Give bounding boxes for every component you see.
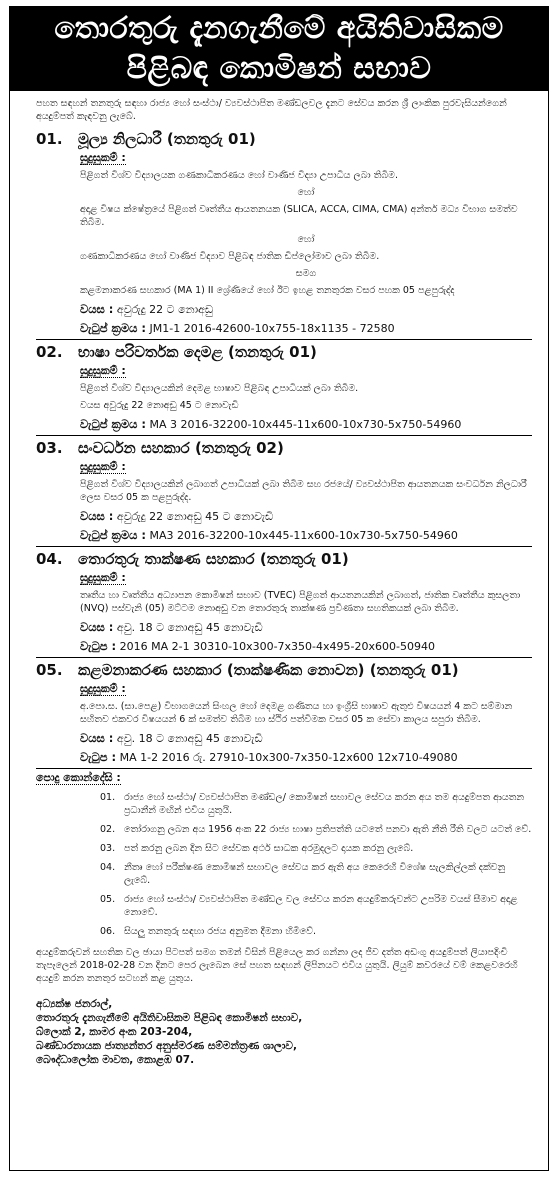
post-name: සංවර්ධන සහකාර (තනතුරු 02)	[78, 439, 284, 457]
salary-value: MA3 2016-32200-10x445-11x600-10x730-5x750-54960	[149, 529, 458, 542]
salary-label: වැටුප් ක්‍රමය :	[80, 417, 147, 431]
qualification-label: සුදුසුකම් :	[80, 571, 126, 584]
qualification-label: සුදුසුකම් :	[80, 460, 126, 473]
salary-row	[80, 751, 532, 764]
salary-row	[80, 418, 532, 431]
post-01	[36, 129, 532, 335]
age-value: අවු. 18 ට නොඅඩු 45 නොවැඩි	[116, 621, 263, 634]
qualification-text: අදාළ විෂය ක්ෂේත්‍රයේ පිළිගත් වෘත්තීය ආයතනයක (SLICA, ACCA, CIMA, CMA) අන්තර් මධ්‍ය විභාග සමත්ව තිබීම.	[80, 204, 518, 228]
salary-row	[80, 640, 532, 653]
intro-text: පහත සඳහන් තනතුරු සඳහා රාජ්‍ය හෝ සංස්ථා/ ව්‍යවස්ථාපිත මණ්ඩලවල දැනට සේවය කරන ශ්‍රී ලාංකික පුරවැසියන්ගෙන් අයදුම්පත් කැඳවනු ලැබේ.	[36, 98, 507, 122]
qualification-text: පිළිගත් විශ්ව විද්‍යාලයකින් දෙමළ භාෂාව පිළිබඳ උපාධියක් ලබා තිබීම.	[80, 383, 359, 394]
qualification-text: තෘතීය හා වෘත්තීය අධ්‍යාපන කොමිෂන් සභාව (TVEC) පිළිගත් ආයතනයකින් ලබාගත්, ජාතික වෘත්තීය කුසලතා (NVQ) පස්වැනි (05) මට්ටම නොඅඩු වන තොරතුරු තාක්ෂණ ප්‍රවීණතා සහතිකයක් ලබා තිබීම.	[80, 590, 521, 614]
salary-row	[80, 322, 532, 335]
banner-line-1: තොරතුරු දැනගැනීමේ අයිතිවාසිකම	[54, 11, 504, 46]
salary-label: වැටුප :	[80, 750, 117, 764]
post-name: තොරතුරු තාක්ෂණ සහකාර (තනතුරු 01)	[78, 550, 349, 568]
signature-line: තොරතුරු දැනගැනීමේ අයිතිවාසිකම පිළිබඳ කොමිෂන් සභාව,	[36, 1012, 303, 1024]
body	[10, 91, 548, 1067]
or-text: හෝ	[297, 234, 315, 245]
signature-line: අධ්‍යක්ෂ ජනරාල්,	[36, 998, 113, 1010]
banner-line-2: පිළිබඳ කොමිෂන් සභාව	[126, 51, 432, 86]
divider	[36, 339, 532, 340]
signature-line: බ්ලොක් 2, කාමර අංක 203-204,	[36, 1026, 193, 1038]
post-04	[36, 549, 532, 653]
post-name: කළමනාකරණ සහකාර (තාක්ෂණික නොවන) (තනතුරු 01)	[78, 661, 459, 679]
post-title	[36, 438, 532, 458]
qualification-label: සුදුසුකම් :	[80, 682, 126, 695]
advertisement	[9, 6, 549, 1171]
salary-value: MA 1-2 2016 රු. 27910-10x300-7x350-12x600 12x710-49080	[119, 751, 458, 764]
post-02	[36, 342, 532, 431]
age-label: වයස :	[80, 731, 114, 745]
post-number: 05.	[36, 661, 63, 679]
post-title	[36, 549, 532, 569]
qualification-text: පිළිගත් විශ්ව විද්‍යාලයක ගණකාධිකරණය හෝ වාණිජ විද්‍යා උපාධිය ලබා තිබීම.	[80, 170, 399, 181]
general-conditions-label: පොදු කොන්දේසි :	[36, 771, 121, 784]
post-number: 01.	[36, 130, 63, 148]
age-text: වයස අවුරුදු 22 නොඅඩු 45 ට නොවැඩි	[80, 400, 239, 411]
signature-line: බෞද්ධාලෝක මාවත, කොළඹ 07.	[36, 1054, 195, 1066]
salary-value: JM1-1 2016-42600-10x755-18x1135 - 72580	[149, 322, 395, 335]
qualification-text: ගණකාධිකරණය හෝ වාණිජ විද්‍යාව පිළිබඳ ජාතික ඩිප්ලෝමාව ලබා තිබීම.	[80, 251, 380, 262]
age-value: අවුරුදු 22 ට නොඅඩු	[116, 303, 214, 316]
salary-label: වැටුප් ක්‍රමය :	[80, 528, 147, 542]
divider	[36, 435, 532, 436]
qualification-label: සුදුසුකම් :	[80, 151, 126, 164]
qualification-text: අ.පො.ස. (සා.පෙළ) විභාගයෙන් සිංහල හෝ දෙමළ ගණිතය හා ඉංග්‍රීසි භාෂාව ඇතුළු විෂයයන් 4 කට සම්මාන සහිතව එකවර විෂයයන් 6 ක් සමත්ව තිබීම හා ස්ථිර පත්වීමක වසර 05 ක සේවා කාලය සපුරා තිබීම.	[80, 701, 513, 725]
qualification-text: කළමනාකරණ සහකාර (MA 1) II ශ්‍රේණියේ හෝ ඊට ඉහළ තනතුරක වසර පහක 05 පළපුරුද්ද	[80, 285, 455, 296]
salary-label: වැටුප :	[80, 639, 117, 653]
age-label: වයස :	[80, 509, 114, 523]
signature-line: බණ්ඩාරනායක ජාත්‍යන්තර අනුස්මරණ සම්මන්ත්‍රණ ශාලාව,	[36, 1040, 297, 1052]
closing-text: අයදුම්කරුවන් සහතික වල ඡායා පිටපත් සමග තමන් විසින් පිළියෙල කර ගන්නා ලද ජීව දත්ත අඩංගු අයදුම්පත් ලියාපදිංචි තැපෑලෙන් 2018-02-28 වන දිනට පෙර ලැබෙන සේ පහත සඳහන් ලිපිනයට එවිය යුතුයි. ලියුම් කවරයේ වම් කෙළවරෙහි අයදුම් කරන තනතුර සටහන් කළ යුතුය.	[36, 947, 518, 984]
post-title	[36, 660, 532, 680]
age-label: වයස :	[80, 302, 114, 316]
general-conditions	[36, 771, 532, 938]
list-item: 03. පත් කරනු ලබන දින සිට සේවක අර්ථ සාධක අරමුදලට දායක කරනු ලැබේ.	[100, 843, 414, 854]
list-item: 02. තෝරාගනු ලබන අය 1956 අංක 22 රාජ්‍ය භාෂා ප්‍රතිපත්ති යටතේ පනවා ඇති නීති රීති වලට යටත් වේ.	[100, 824, 532, 835]
age-row	[80, 510, 532, 523]
post-name: භාෂා පරිවර්තක දෙමළ (තනතුරු 01)	[78, 343, 317, 361]
qualification-text: පිළිගත් විශ්ව විද්‍යාලයකින් ලබාගත් උපාධියක් ලබා තිබීම සහ රජයේ/ ව්‍යවස්ථාපිත ආයතනයක සංවර්ධන නිලධාරී ලෙස වසර 05 ක පළපුරුද්ද.	[80, 479, 527, 503]
post-05	[36, 660, 532, 764]
list-item: 04. නීතෘ හෝ පරීක්ෂණ කොමිෂන් සභාවල සේවය කර ඇති අය කෙරෙහි විශේෂ සැලකිල්ලක් දක්වනු ලැබේ.	[100, 862, 506, 886]
signature-block	[36, 997, 532, 1067]
list-item: 05. රාජ්‍ය හෝ සංස්ථා/ ව්‍යවස්ථාපිත මණ්ඩල වල සේවය කරන අයදුම්කරුවන්ට උපරිම වයස් සීමාව අදාළ නොවේ.	[100, 894, 518, 918]
age-row	[80, 732, 532, 745]
post-number: 02.	[36, 343, 63, 361]
age-row	[80, 303, 532, 316]
list-item: 01. රාජ්‍ය හෝ සංස්ථා/ ව්‍යවස්ථාපිත මණ්ඩල/ කොමිෂන් සභාවල සේවය කරන අය තම අයදුම්පත ආයතන ප්‍රධානීන් මඟින් එවිය යුතුයි.	[100, 792, 525, 816]
post-name: මූල්‍ය නිලධාරී (තනතුරු 01)	[78, 130, 256, 148]
post-03	[36, 438, 532, 542]
salary-label: වැටුප් ක්‍රමය :	[80, 321, 147, 335]
title-banner	[10, 7, 548, 91]
age-value: අවුරුදු 22 නොඅඩු 45 ට නොවැඩි	[116, 510, 274, 523]
salary-value: 2016 MA 2-1 30310-10x300-7x350-4x495-20x600-50940	[119, 640, 435, 653]
qualification-label: සුදුසුකම් :	[80, 364, 126, 377]
age-value: අවු. 18 ට නොඅඩු 45 නොවැඩි	[116, 732, 263, 745]
post-title	[36, 129, 532, 149]
or-text: හෝ	[297, 187, 315, 198]
age-label: වයස :	[80, 620, 114, 634]
age-row	[80, 621, 532, 634]
conditions-list	[80, 791, 532, 938]
salary-value: MA 3 2016-32200-10x445-11x600-10x730-5x750-54960	[149, 418, 462, 431]
divider	[36, 657, 532, 658]
post-title	[36, 342, 532, 362]
list-item: 06. සියලු තනතුරු සඳහා රජය අනුමත දීමනා හිමිවේ.	[100, 926, 317, 937]
post-number: 04.	[36, 550, 63, 568]
with-text: සමග	[295, 268, 317, 279]
divider	[36, 768, 532, 769]
post-number: 03.	[36, 439, 63, 457]
salary-row	[80, 529, 532, 542]
divider	[36, 546, 532, 547]
